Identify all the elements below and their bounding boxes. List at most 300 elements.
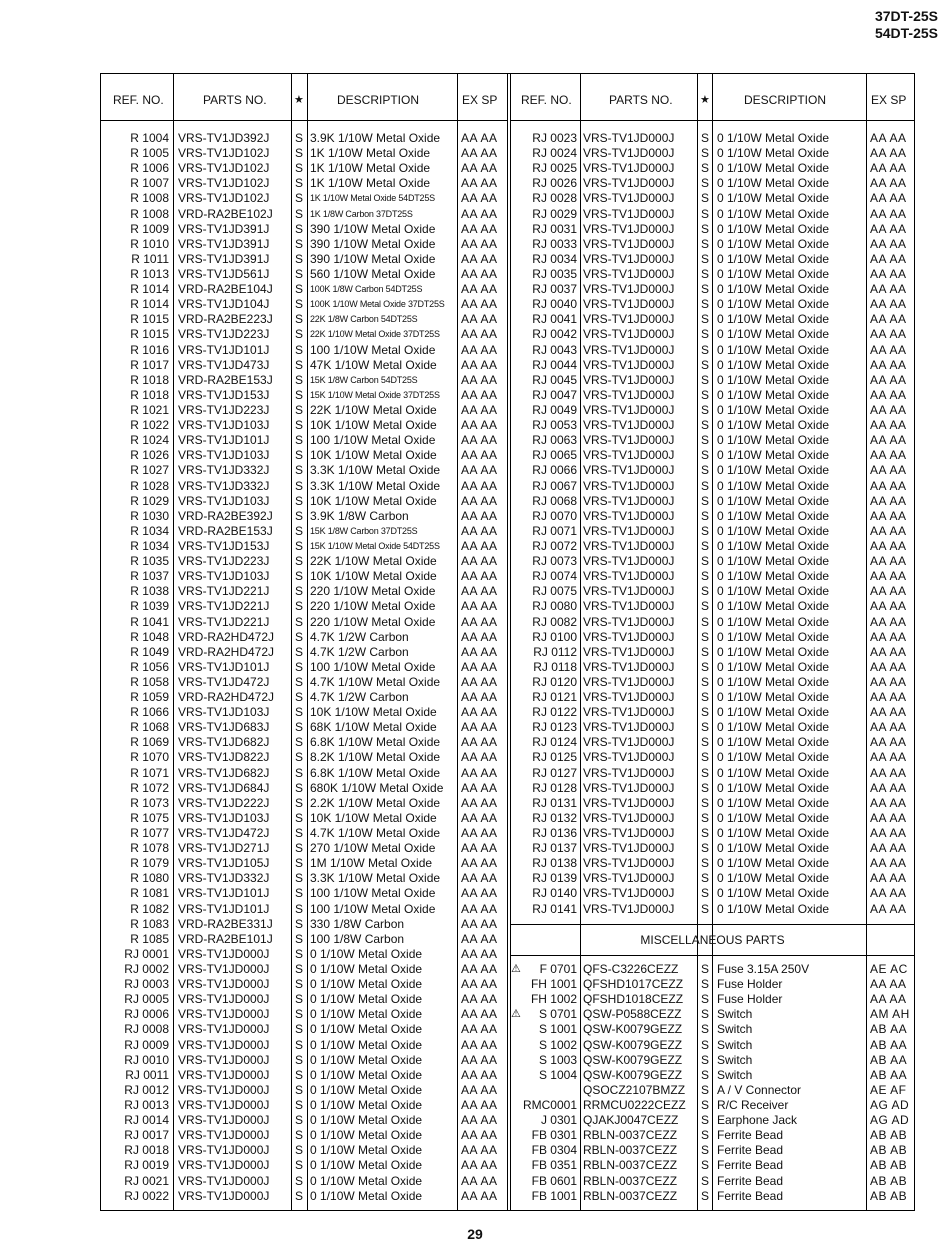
ex-sp-cell: AA AA [461, 826, 498, 841]
description-cell: 15K 1/8W Carbon 37DT25S [310, 525, 418, 536]
header-parts-no: PARTS NO. [203, 93, 267, 107]
ref-no-cell: R 1008 [130, 206, 169, 221]
description-cell: 0 1/10W Metal Oxide [717, 765, 830, 780]
description-cell: 0 1/10W Metal Oxide [717, 659, 830, 674]
description-cell: 0 1/10W Metal Oxide [717, 161, 830, 176]
description-cell: 1M 1/10W Metal Oxide [310, 856, 433, 871]
description-cell: 270 1/10W Metal Oxide [310, 841, 436, 856]
description-cell: 10K 1/10W Metal Oxide [310, 493, 437, 508]
description-cell: 0 1/10W Metal Oxide [717, 357, 830, 372]
description-cell: 47K 1/10W Metal Oxide [310, 357, 437, 372]
ref-no-cell: R 1008 [130, 191, 169, 206]
parts-no-cell: VRS-TV1JD000J [583, 146, 675, 161]
parts-no-cell: RBLN-0037CEZZ [583, 1173, 678, 1188]
marker-cell: S [701, 690, 710, 705]
marker-cell: S [701, 327, 710, 342]
marker-cell: S [701, 629, 710, 644]
table-row [511, 343, 914, 358]
marker-cell: S [701, 1113, 710, 1128]
marker-cell: S [295, 176, 304, 191]
ex-sp-cell: AA AA [870, 282, 907, 297]
ref-no-cell: RJ 0100 [532, 629, 577, 644]
marker-cell: S [701, 146, 710, 161]
ex-sp-cell: AA AA [461, 1022, 498, 1037]
ref-no-cell: S 1001 [538, 1022, 577, 1037]
ref-no-cell: RJ 0124 [532, 735, 577, 750]
ref-no-cell: R 1004 [130, 131, 169, 145]
marker-cell: S [701, 826, 710, 841]
marker-cell: S [701, 1067, 710, 1082]
description-cell: 0 1/10W Metal Oxide [310, 1173, 423, 1188]
parts-no-cell: VRS-TV1JD000J [178, 962, 270, 977]
description-cell: 10K 1/10W Metal Oxide [310, 448, 437, 463]
ref-no-cell: RJ 0140 [532, 886, 577, 901]
marker-cell: S [701, 1188, 710, 1203]
parts-no-cell: QSOCZ2107BMZZ [583, 1082, 686, 1097]
description-cell: 0 1/10W Metal Oxide [717, 191, 830, 206]
description-cell: 100 1/10W Metal Oxide [310, 342, 436, 357]
parts-no-cell: QFSHD1017CEZZ [583, 977, 684, 992]
description-cell: Ferrite Bead [717, 1143, 784, 1158]
table-row [511, 750, 914, 765]
ex-sp-cell: AA AA [461, 448, 498, 463]
marker-cell: S [295, 236, 304, 251]
table-row [511, 841, 914, 856]
ex-sp-cell: AA AA [870, 569, 907, 584]
ref-no-cell: RJ 0017 [124, 1128, 169, 1143]
description-cell: 100 1/8W Carbon [310, 931, 405, 946]
marker-cell: S [701, 901, 710, 916]
parts-no-cell: QSW-K0079GEZZ [583, 1052, 683, 1067]
parts-no-cell: VRD-RA2BE102J [178, 206, 273, 221]
ex-sp-cell: AA AA [461, 992, 498, 1007]
ex-sp-cell: AA AA [870, 161, 907, 176]
description-cell: Switch [717, 1022, 753, 1037]
description-cell: 10K 1/10W Metal Oxide [310, 569, 437, 584]
description-cell: 0 1/10W Metal Oxide [717, 312, 830, 327]
description-cell: 0 1/10W Metal Oxide [717, 584, 830, 599]
description-cell: 390 1/10W Metal Oxide [310, 251, 436, 266]
description-cell: 0 1/10W Metal Oxide [717, 221, 830, 236]
ex-sp-cell: AA AA [870, 886, 907, 901]
right-column [511, 74, 914, 1210]
description-cell: 100K 1/10W Metal Oxide 37DT25S [310, 299, 445, 310]
marker-cell: S [295, 1052, 304, 1067]
ex-sp-cell: AA AA [461, 508, 498, 523]
parts-no-cell: VRS-TV1JD561J [178, 266, 270, 281]
ref-no-cell: R 1069 [130, 735, 169, 750]
description-cell: 0 1/10W Metal Oxide [310, 946, 423, 961]
ref-no-cell: RJ 0025 [532, 161, 577, 176]
description-cell: 10K 1/10W Metal Oxide [310, 810, 437, 825]
ex-sp-cell: AA AA [461, 674, 498, 689]
parts-no-cell: VRS-TV1JD102J [178, 161, 270, 176]
description-cell: 0 1/10W Metal Oxide [717, 795, 830, 810]
table-row [101, 222, 507, 237]
table-row [101, 1128, 507, 1143]
description-cell: 0 1/10W Metal Oxide [717, 538, 830, 553]
ref-no-cell: RJ 0067 [532, 478, 577, 493]
description-cell: Switch [717, 1052, 753, 1067]
parts-no-cell: VRS-TV1JD472J [178, 674, 270, 689]
parts-no-cell: VRS-TV1JD000J [583, 584, 675, 599]
description-cell: 100 1/10W Metal Oxide [310, 433, 436, 448]
table-row [511, 191, 914, 206]
ref-no-cell: R 1014 [130, 282, 169, 297]
description-cell: 0 1/10W Metal Oxide [717, 131, 830, 145]
ref-no-cell: R 1011 [131, 251, 169, 266]
table-row [101, 207, 507, 222]
parts-no-cell: VRS-TV1JD332J [178, 871, 270, 886]
description-cell: 0 1/10W Metal Oxide [717, 493, 830, 508]
marker-cell: S [295, 992, 304, 1007]
ex-sp-cell: AA AA [461, 871, 498, 886]
parts-no-cell: VRS-TV1JD000J [178, 946, 270, 961]
description-cell: 0 1/10W Metal Oxide [310, 1022, 423, 1037]
ref-no-cell: RJ 0035 [532, 266, 577, 281]
marker-cell: S [295, 659, 304, 674]
ex-sp-cell: AB AA [870, 1067, 908, 1082]
ex-sp-cell: AA AA [870, 342, 907, 357]
table-row [511, 358, 914, 373]
parts-no-cell: VRS-TV1JD000J [583, 508, 675, 523]
parts-no-cell: VRS-TV1JD000J [583, 478, 675, 493]
parts-no-cell: VRS-TV1JD103J [178, 493, 270, 508]
description-cell: Fuse Holder [717, 977, 783, 992]
ex-sp-cell: AA AA [461, 569, 498, 584]
marker-cell: S [701, 977, 710, 992]
ref-no-cell: R 1071 [130, 765, 169, 780]
ex-sp-cell: AA AA [461, 599, 498, 614]
marker-cell: S [701, 871, 710, 886]
description-cell: 0 1/10W Metal Oxide [717, 448, 830, 463]
parts-no-cell: VRS-TV1JD000J [178, 1007, 270, 1022]
parts-no-cell: VRS-TV1JD000J [583, 312, 675, 327]
marker-cell: S [701, 297, 710, 312]
header-ref-no: REF. NO. [113, 93, 164, 107]
ref-no-cell: FB 0351 [531, 1158, 577, 1173]
parts-no-cell: VRS-TV1JD000J [178, 1143, 270, 1158]
table-row [101, 826, 507, 841]
ref-no-cell: R 1038 [130, 584, 169, 599]
parts-no-cell: VRS-TV1JD000J [583, 236, 675, 251]
parts-no-cell: VRD-RA2BE101J [178, 931, 273, 946]
table-row [101, 237, 507, 252]
parts-no-cell: QSW-K0079GEZZ [583, 1022, 683, 1037]
description-cell: 0 1/10W Metal Oxide [717, 735, 830, 750]
table-row [511, 1158, 914, 1173]
ex-sp-cell: AA AA [461, 176, 498, 191]
table-row [101, 645, 507, 660]
ref-no-cell: RJ 0127 [532, 765, 577, 780]
table-row [511, 222, 914, 237]
ref-no-cell: R 1048 [130, 629, 169, 644]
ex-sp-cell: AA AA [461, 1037, 498, 1052]
table-row [101, 433, 507, 448]
ref-no-cell: R 1026 [130, 448, 169, 463]
ref-no-cell: RJ 0024 [532, 146, 577, 161]
parts-no-cell: VRS-TV1JD000J [583, 433, 675, 448]
marker-cell: S [701, 765, 710, 780]
ex-sp-cell: AA AA [461, 841, 498, 856]
table-row [101, 539, 507, 554]
description-cell: 22K 1/10W Metal Oxide [310, 402, 437, 417]
table-row [101, 630, 507, 645]
description-cell: 100 1/10W Metal Oxide [310, 886, 436, 901]
ref-no-cell: RJ 0011 [125, 1067, 169, 1082]
parts-no-cell: VRS-TV1JD000J [583, 463, 675, 478]
ex-sp-cell: AA AA [870, 236, 907, 251]
marker-cell: S [295, 387, 304, 402]
ex-sp-cell: AA AA [461, 1082, 498, 1097]
marker-cell: S [701, 644, 710, 659]
parts-no-cell: VRS-TV1JD391J [178, 251, 270, 266]
parts-no-cell: VRS-TV1JD000J [178, 1128, 270, 1143]
marker-cell: S [295, 569, 304, 584]
marker-cell: S [295, 402, 304, 417]
ex-sp-cell: AA AA [870, 251, 907, 266]
description-cell: Ferrite Bead [717, 1173, 784, 1188]
description-cell: 0 1/10W Metal Oxide [717, 841, 830, 856]
description-cell: 0 1/10W Metal Oxide [310, 1113, 423, 1128]
ref-no-cell: RJ 0074 [532, 569, 577, 584]
description-cell: 220 1/10W Metal Oxide [310, 584, 436, 599]
parts-no-cell: VRD-RA2HD472J [178, 690, 275, 705]
ex-sp-cell: AA AA [461, 1098, 498, 1112]
description-cell: 0 1/10W Metal Oxide [717, 554, 830, 569]
table-row [101, 297, 507, 312]
marker-cell: S [701, 962, 710, 976]
ex-sp-cell: AA AA [461, 644, 498, 659]
marker-cell: S [701, 720, 710, 735]
ref-no-cell: R 1017 [130, 357, 169, 372]
parts-no-cell: VRS-TV1JD000J [583, 554, 675, 569]
ex-sp-cell: AA AA [461, 901, 498, 916]
marker-cell: S [701, 191, 710, 206]
parts-no-cell: VRS-TV1JD000J [178, 1082, 270, 1097]
parts-no-cell: VRS-TV1JD000J [583, 795, 675, 810]
parts-no-cell: VRS-TV1JD000J [583, 206, 675, 221]
table-row [101, 388, 507, 403]
ref-no-cell: FB 0304 [531, 1143, 577, 1158]
ref-no-cell: RJ 0065 [532, 448, 577, 463]
parts-no-cell: VRS-TV1JD000J [583, 674, 675, 689]
parts-no-cell: VRS-TV1JD000J [178, 1037, 270, 1052]
marker-cell: S [295, 357, 304, 372]
description-cell: Switch [717, 1037, 753, 1052]
description-cell: Fuse 3.15A 250V [717, 962, 810, 976]
ref-no-cell: RJ 0022 [124, 1188, 169, 1203]
marker-cell: S [701, 1158, 710, 1173]
table-row [101, 373, 507, 388]
ex-sp-cell: AA AA [461, 146, 498, 161]
marker-cell: S [295, 962, 304, 977]
ex-sp-cell: AA AA [461, 614, 498, 629]
table-row [511, 146, 914, 161]
ref-no-cell: R 1083 [130, 916, 169, 931]
description-cell: 0 1/10W Metal Oxide [717, 720, 830, 735]
table-row [511, 433, 914, 448]
ref-no-cell: RJ 0023 [532, 131, 577, 145]
ex-sp-cell: AA AA [870, 614, 907, 629]
table-row [511, 524, 914, 539]
parts-no-cell: VRS-TV1JD000J [583, 251, 675, 266]
ex-sp-cell: AA AA [870, 644, 907, 659]
table-row [511, 403, 914, 418]
marker-cell: S [295, 720, 304, 735]
ex-sp-cell: AA AA [461, 750, 498, 765]
misc-parts-rows [511, 962, 914, 1204]
marker-cell: S [701, 1097, 710, 1112]
ex-sp-cell: AA AA [870, 629, 907, 644]
description-cell: 0 1/10W Metal Oxide [717, 418, 830, 433]
ref-no-cell: R 1058 [130, 674, 169, 689]
ex-sp-cell: AG AD [870, 1113, 910, 1128]
ref-no-cell: RJ 0122 [532, 705, 577, 720]
parts-no-cell: VRS-TV1JD102J [178, 191, 270, 206]
description-cell: 15K 1/8W Carbon 54DT25S [310, 374, 418, 385]
ref-no-cell: R 1029 [130, 493, 169, 508]
parts-no-cell: VRS-TV1JD000J [583, 886, 675, 901]
table-row [101, 705, 507, 720]
description-cell: 10K 1/10W Metal Oxide [310, 705, 437, 720]
parts-no-cell: VRS-TV1JD102J [178, 146, 270, 161]
marker-cell: S [701, 372, 710, 387]
marker-cell: S [295, 206, 304, 221]
ex-sp-cell: AA AA [870, 418, 907, 433]
description-cell: 0 1/10W Metal Oxide [717, 266, 830, 281]
marker-cell: S [701, 463, 710, 478]
parts-no-cell: VRS-TV1JD000J [583, 493, 675, 508]
table-row [511, 720, 914, 735]
marker-cell: S [701, 266, 710, 281]
left-header [101, 74, 507, 121]
table-row [101, 1143, 507, 1158]
ex-sp-cell: AB AB [870, 1128, 908, 1143]
ref-no-cell: RJ 0042 [532, 327, 577, 342]
parts-no-cell: RBLN-0037CEZZ [583, 1158, 678, 1173]
parts-no-cell: QSW-P0588CEZZ [583, 1007, 682, 1022]
marker-cell: S [295, 856, 304, 871]
table-row [101, 886, 507, 901]
ex-sp-cell: AA AA [461, 327, 498, 342]
ex-sp-cell: AA AA [461, 795, 498, 810]
parts-no-cell: VRS-TV1JD102J [178, 176, 270, 191]
table-row [511, 297, 914, 312]
ex-sp-cell: AA AA [461, 720, 498, 735]
ref-no-cell: R 1079 [130, 856, 169, 871]
table-row [101, 1053, 507, 1068]
ref-no-cell: RJ 0141 [532, 901, 577, 916]
marker-cell: S [295, 1082, 304, 1097]
parts-no-cell: VRS-TV1JD000J [583, 720, 675, 735]
table-row [511, 1143, 914, 1158]
ref-no-cell: FB 0601 [531, 1173, 577, 1188]
ex-sp-cell: AA AA [461, 931, 498, 946]
marker-cell: S [295, 448, 304, 463]
ref-no-cell: R 1021 [130, 402, 169, 417]
marker-cell: S [295, 810, 304, 825]
ex-sp-cell: AA AA [870, 493, 907, 508]
ex-sp-cell: AA AA [870, 387, 907, 402]
ex-sp-cell: AA AA [461, 946, 498, 961]
ex-sp-cell: AA AA [870, 448, 907, 463]
ex-sp-cell: AB AB [870, 1173, 908, 1188]
ref-no-cell: RJ 0125 [532, 750, 577, 765]
parts-no-cell: VRS-TV1JD683J [178, 720, 270, 735]
ex-sp-cell: AA AA [461, 221, 498, 236]
ex-sp-cell: AA AA [461, 977, 498, 992]
description-cell: 0 1/10W Metal Oxide [310, 992, 423, 1007]
marker-cell: S [701, 448, 710, 463]
description-cell: 390 1/10W Metal Oxide [310, 236, 436, 251]
description-cell: 0 1/10W Metal Oxide [717, 146, 830, 161]
parts-no-cell: RBLN-0037CEZZ [583, 1188, 678, 1203]
table-row [101, 1022, 507, 1037]
ex-sp-cell: AB AB [870, 1188, 908, 1203]
ref-no-cell: RJ 0049 [532, 402, 577, 417]
ref-no-cell: R 1018 [130, 387, 169, 402]
table-row [101, 599, 507, 614]
ex-sp-cell: AA AA [461, 538, 498, 553]
ex-sp-cell: AA AA [870, 841, 907, 856]
ref-no-cell: RJ 0132 [532, 810, 577, 825]
ref-no-cell: R 1027 [130, 463, 169, 478]
description-cell: 0 1/10W Metal Oxide [717, 871, 830, 886]
table-row [101, 977, 507, 992]
marker-cell: S [701, 131, 710, 145]
ex-sp-cell: AA AA [461, 1007, 498, 1022]
parts-no-cell: VRS-TV1JD000J [178, 1067, 270, 1082]
table-row [101, 947, 507, 962]
description-cell: 0 1/10W Metal Oxide [717, 886, 830, 901]
ex-sp-cell: AA AA [870, 297, 907, 312]
ref-no-cell: R 1080 [130, 871, 169, 886]
table-row [101, 615, 507, 630]
ex-sp-cell: AA AA [461, 735, 498, 750]
ex-sp-cell: AA AA [461, 1173, 498, 1188]
marker-cell: S [701, 1052, 710, 1067]
table-row [511, 1189, 914, 1204]
table-row [101, 494, 507, 509]
table-row [101, 1083, 507, 1098]
table-row [101, 448, 507, 463]
header-star: ★ [700, 94, 710, 106]
marker-cell: S [701, 161, 710, 176]
description-cell: 0 1/10W Metal Oxide [717, 387, 830, 402]
page-number: 29 [467, 1226, 483, 1242]
ref-no-cell: R 1056 [130, 659, 169, 674]
table-row [101, 176, 507, 191]
ref-no-cell: RJ 0006 [124, 1007, 169, 1022]
parts-no-cell: VRS-TV1JD101J [178, 886, 270, 901]
description-cell: 0 1/10W Metal Oxide [717, 780, 830, 795]
marker-cell: S [295, 327, 304, 342]
marker-cell: S [701, 1128, 710, 1143]
parts-no-cell: RRMCU0222CEZZ [583, 1097, 686, 1112]
ref-no-cell: RJ 0112 [533, 644, 577, 659]
table-row [511, 992, 914, 1007]
ref-no-cell: R 1070 [130, 750, 169, 765]
ref-no-cell: RJ 0080 [532, 599, 577, 614]
parts-no-cell: VRS-TV1JD000J [583, 221, 675, 236]
description-cell: A / V Connector [717, 1082, 802, 1097]
description-cell: 0 1/10W Metal Oxide [717, 856, 830, 871]
table-row [511, 962, 914, 977]
description-cell: 0 1/10W Metal Oxide [310, 1098, 423, 1112]
table-row [511, 1007, 914, 1022]
table-row [511, 871, 914, 886]
